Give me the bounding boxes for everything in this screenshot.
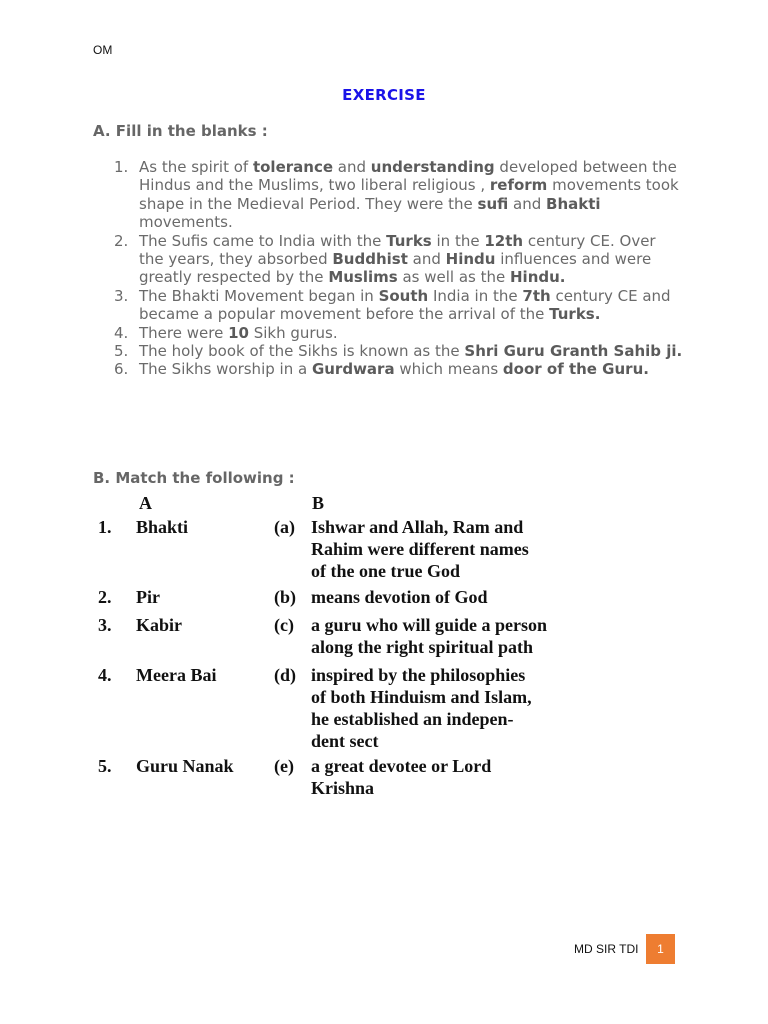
page-title: EXERCISE [342,86,426,104]
question-text: The Sufis came to India with the [139,231,387,250]
answer-text: Bhakti [546,194,601,213]
match-column-b-description: a guru who will guide a person [311,615,548,635]
question-text: which means [394,360,503,379]
question-text: There were [139,323,229,342]
answer-text: door of the Guru. [502,360,649,379]
question-text: Sikh gurus. [248,323,338,342]
question-text: century CE and became a popular movement before the arrival of the [139,286,671,324]
match-column-a-term: Kabir [136,615,183,635]
list-item-number: 3. [114,286,129,305]
list-item [114,324,684,342]
answer-text: Turks [386,231,432,250]
match-row-number: 4. [98,665,112,685]
match-column-a-term: Meera Bai [136,665,217,685]
question-text: century CE. Over the years, they absorbed [139,231,656,269]
answer-text: Hindu [445,250,496,269]
list-item [114,158,684,232]
match-row-number: 2. [98,587,112,607]
match-option-letter: (c) [274,615,294,635]
match-row-number: 1. [98,517,112,537]
page-number-badge: 1 [646,934,675,964]
match-option-letter: (b) [274,587,296,607]
section-b-heading: B. Match the following : [93,469,295,487]
match-column-b-description: means devotion of God [311,587,488,607]
question-text: The Bhakti Movement began in [139,286,379,305]
match-row-number: 5. [98,756,112,776]
question-text: in the [431,231,485,250]
match-column-b-description: of both Hinduism and Islam, [311,687,532,707]
list-item [114,342,684,360]
answer-text: tolerance [252,158,334,176]
match-column-b-description: Krishna [311,778,375,798]
column-a-header: A [139,493,152,513]
question-text: movements took shape in the Medieval Period. They were the [139,176,679,213]
match-column-a-term: Pir [136,587,160,607]
answer-text: Hindu. [510,268,566,287]
list-item-number: 4. [114,323,129,342]
match-option-letter: (a) [274,517,295,537]
answer-text: reform [489,176,548,195]
answer-text: Turks. [549,305,601,324]
list-item-number: 5. [114,342,129,361]
question-text: and [333,158,371,176]
match-column-a-term: Guru Nanak [136,756,234,776]
match-column-a-term: Bhakti [136,517,189,537]
match-option-letter: (d) [274,665,296,685]
question-text: The Sikhs worship in a [139,360,312,379]
list-item-number: 6. [114,360,129,379]
answer-text: 7th [522,286,551,305]
section-a-heading: A. Fill in the blanks : [93,122,268,140]
match-column-b-description: along the right spiritual path [311,637,534,657]
match-row-number: 3. [98,615,112,635]
footer-text: MD SIR TDI [574,942,639,956]
question-text: influences and were greatly respected by the [139,250,652,287]
list-item [114,287,684,324]
match-column-b-description: of the one true God [311,561,460,581]
answer-text: South [378,286,429,305]
answer-text: 10 [228,323,249,342]
answer-text: Gurdwara [311,360,395,379]
question-text: developed between the Hindus and the Muslims, two liberal religious , [139,158,677,195]
answer-text: sufi [477,194,509,213]
list-item-number: 1. [114,158,129,176]
answer-text: understanding [370,158,495,176]
answer-text: Muslims [328,268,398,287]
match-column-b-description: Ishwar and Allah, Ram and [311,517,524,537]
answer-text: Shri Guru Granth Sahib ji. [464,342,683,361]
header-text: OM [93,43,113,57]
match-column-b-description: a great devotee or Lord [311,756,492,776]
question-text: As the spirit of [139,158,253,176]
question-text: India in the [428,286,523,305]
fill-in-blanks-list [114,158,684,379]
list-item [114,232,684,287]
match-option-letter: (e) [274,756,294,776]
question-text: as well as the [397,268,510,287]
list-item [114,360,684,378]
match-column-b-description: Rahim were different names [311,539,529,559]
question-text: The holy book of the Sikhs is known as the [139,342,465,361]
match-column-b-description: inspired by the philosophies [311,665,526,685]
question-text: movements. [139,213,233,232]
answer-text: Buddhist [332,250,408,269]
question-text: and [508,194,547,213]
question-text: and [407,250,446,269]
list-item-number: 2. [114,231,129,250]
match-column-b-description: dent sect [311,731,379,751]
match-column-b-description: he established an indepen- [311,709,514,729]
match-table [97,490,557,800]
column-b-header: B [312,493,325,513]
answer-text: 12th [484,231,524,250]
